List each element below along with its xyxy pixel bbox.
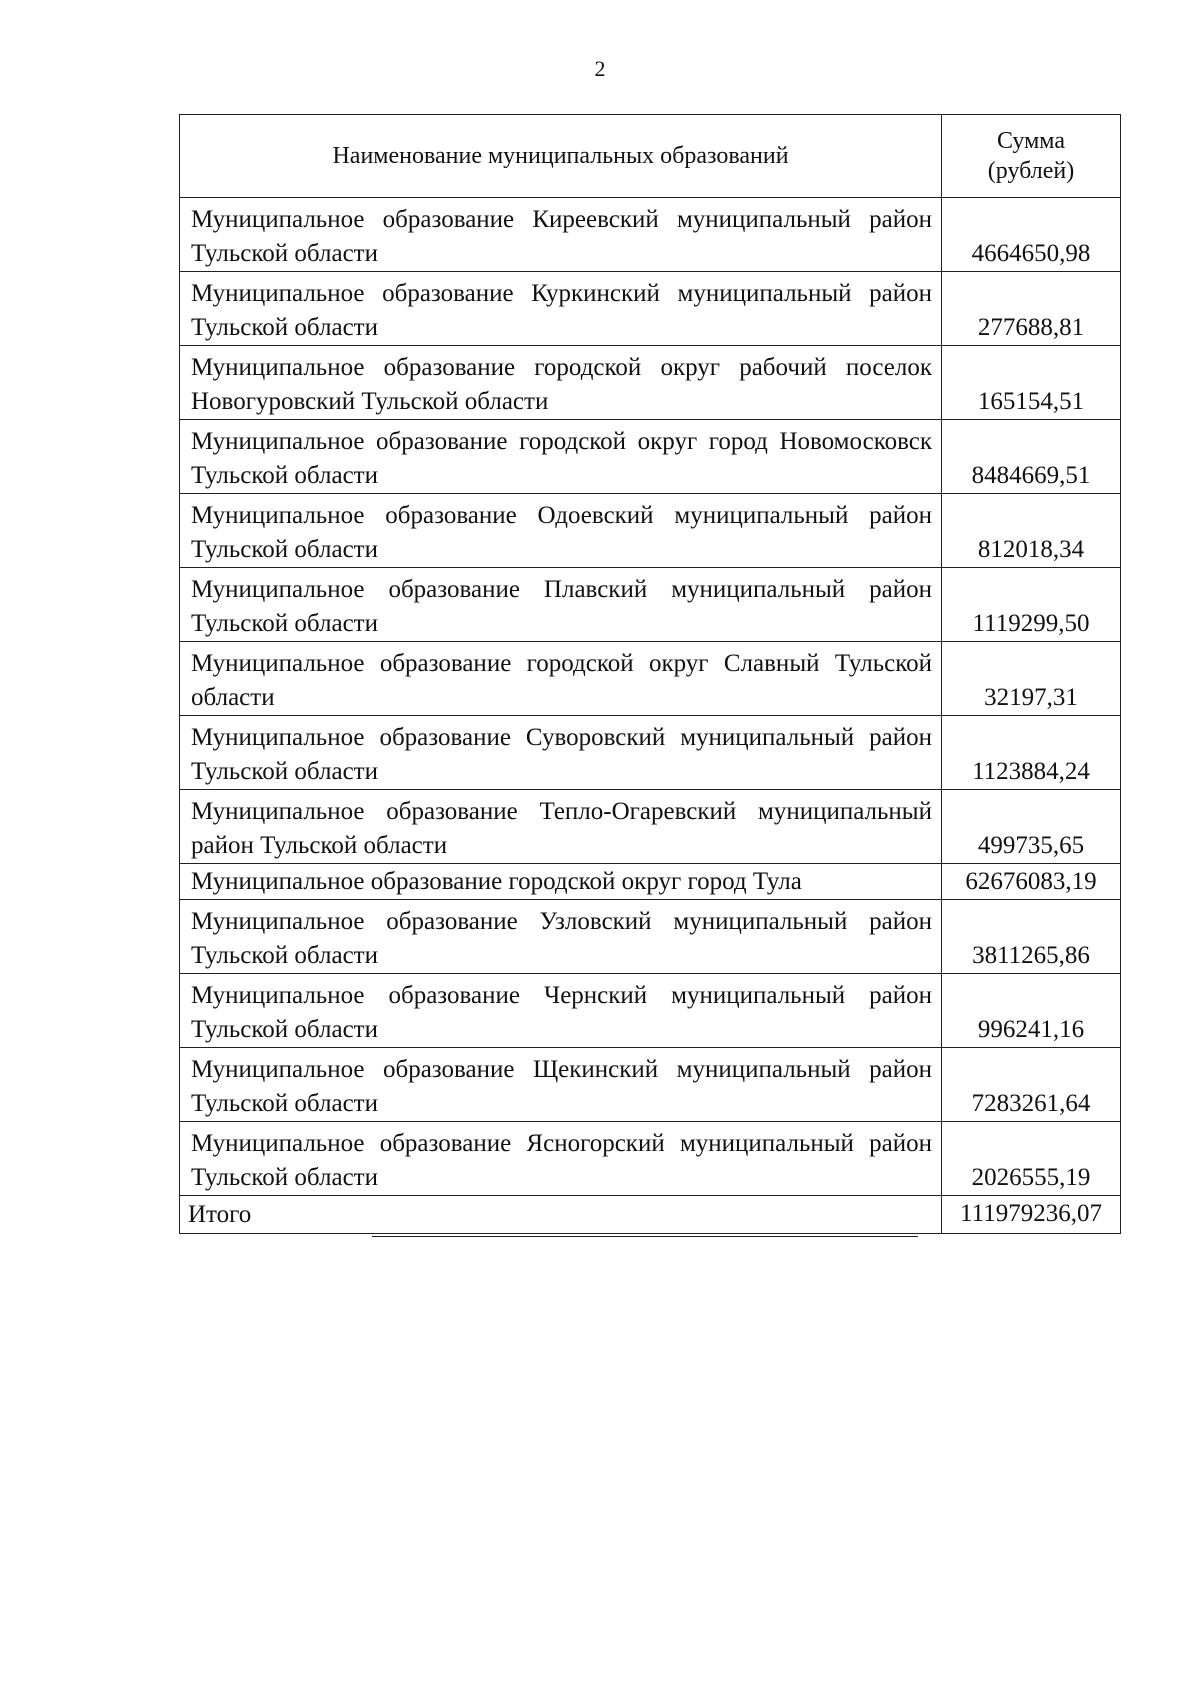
municipal-amounts-table <box>179 114 1121 1234</box>
municipality-name-cell <box>180 494 942 568</box>
municipality-name-cell <box>180 864 942 900</box>
table-row <box>180 1122 1121 1196</box>
municipality-name: Муниципальное образование Киреевский муниципальный район Тульской области <box>191 206 932 267</box>
amount-cell <box>942 790 1121 864</box>
header-name-cell <box>180 115 942 198</box>
header-sum-line2: (рублей) <box>987 158 1075 184</box>
table-row <box>180 420 1121 494</box>
municipality-name: Муниципальное образование городской округ рабочий поселок Новогуровский Тульской области <box>191 354 932 415</box>
amount-value: 996241,16 <box>977 1016 1085 1043</box>
header-sum-line1: Сумма <box>997 128 1065 154</box>
amount-cell <box>942 1048 1121 1122</box>
total-amount-cell <box>942 1196 1121 1234</box>
municipality-name-cell <box>180 272 942 346</box>
amount-value: 1123884,24 <box>972 758 1090 785</box>
municipality-name-cell <box>180 900 942 974</box>
amount-cell <box>942 494 1121 568</box>
amount-value: 499735,65 <box>977 832 1085 859</box>
table-row <box>180 1048 1121 1122</box>
municipality-name-cell <box>180 974 942 1048</box>
amount-value: 62676083,19 <box>965 868 1097 895</box>
municipality-name-cell <box>180 568 942 642</box>
municipality-name: Муниципальное образование Щекинский муниципальный район Тульской области <box>191 1056 932 1117</box>
municipality-name: Муниципальное образование Куркинский муниципальный район Тульской области <box>191 280 932 341</box>
amount-value: 812018,34 <box>977 536 1085 563</box>
amount-value: 2026555,19 <box>971 1164 1091 1191</box>
amount-cell <box>942 198 1121 272</box>
table-row <box>180 790 1121 864</box>
table-row <box>180 974 1121 1048</box>
municipality-name: Муниципальное образование городской округ Славный Тульской области <box>191 650 932 711</box>
end-of-document-line <box>372 1236 918 1237</box>
municipality-name: Муниципальное образование Одоевский муниципальный район Тульской области <box>191 502 932 563</box>
amount-cell <box>942 974 1121 1048</box>
municipality-name: Муниципальное образование Узловский муниципальный район Тульской области <box>191 908 932 969</box>
municipality-name: Муниципальное образование Плавский муниципальный район Тульской области <box>191 576 932 637</box>
table-header-row <box>180 115 1121 198</box>
amount-value: 7283261,64 <box>971 1090 1091 1117</box>
table-row <box>180 900 1121 974</box>
total-label: Итого <box>188 1200 252 1228</box>
amount-value: 4664650,98 <box>971 240 1091 267</box>
amount-cell <box>942 420 1121 494</box>
municipality-name: Муниципальное образование Чернский муниципальный район Тульской области <box>191 982 932 1043</box>
amount-cell <box>942 716 1121 790</box>
amount-value: 1119299,50 <box>972 610 1090 637</box>
amount-cell <box>942 900 1121 974</box>
municipality-name-cell <box>180 346 942 420</box>
amount-value: 165154,51 <box>977 388 1085 415</box>
amount-value: 277688,81 <box>977 314 1085 341</box>
amount-value: 3811265,86 <box>972 942 1090 969</box>
page-number: 2 <box>594 56 606 81</box>
municipality-name-cell <box>180 1122 942 1196</box>
total-row <box>180 1196 1121 1234</box>
table-row <box>180 272 1121 346</box>
municipality-name-cell <box>180 716 942 790</box>
total-label-cell <box>180 1196 942 1234</box>
municipality-name-cell <box>180 198 942 272</box>
municipality-name-cell <box>180 1048 942 1122</box>
amount-value: 32197,31 <box>984 684 1078 711</box>
municipality-name: Муниципальное образование городской округ город Тула <box>191 868 802 895</box>
amount-cell <box>942 346 1121 420</box>
amount-cell <box>942 864 1121 900</box>
municipality-name-cell <box>180 790 942 864</box>
municipality-name-cell <box>180 642 942 716</box>
header-name-label: Наименование муниципальных образований <box>332 142 789 169</box>
header-sum-label <box>942 115 1120 197</box>
table-row <box>180 198 1121 272</box>
amount-cell <box>942 272 1121 346</box>
municipality-name: Муниципальное образование Тепло-Огаревский муниципальный район Тульской области <box>191 798 932 859</box>
municipality-name: Муниципальное образование Суворовский муниципальный район Тульской области <box>191 724 932 785</box>
header-sum-cell <box>942 115 1121 198</box>
table-row <box>180 864 1121 900</box>
amount-value: 8484669,51 <box>971 462 1091 489</box>
table-row <box>180 716 1121 790</box>
table-row <box>180 568 1121 642</box>
table-row <box>180 642 1121 716</box>
amount-cell <box>942 642 1121 716</box>
table-row <box>180 494 1121 568</box>
table-row <box>180 346 1121 420</box>
total-amount: 111979236,07 <box>960 1199 1102 1227</box>
municipality-name-cell <box>180 420 942 494</box>
municipality-name: Муниципальное образование Ясногорский муниципальный район Тульской области <box>191 1130 932 1191</box>
amount-cell <box>942 568 1121 642</box>
municipality-name: Муниципальное образование городской округ город Новомосковск Тульской области <box>191 428 932 489</box>
amount-cell <box>942 1122 1121 1196</box>
